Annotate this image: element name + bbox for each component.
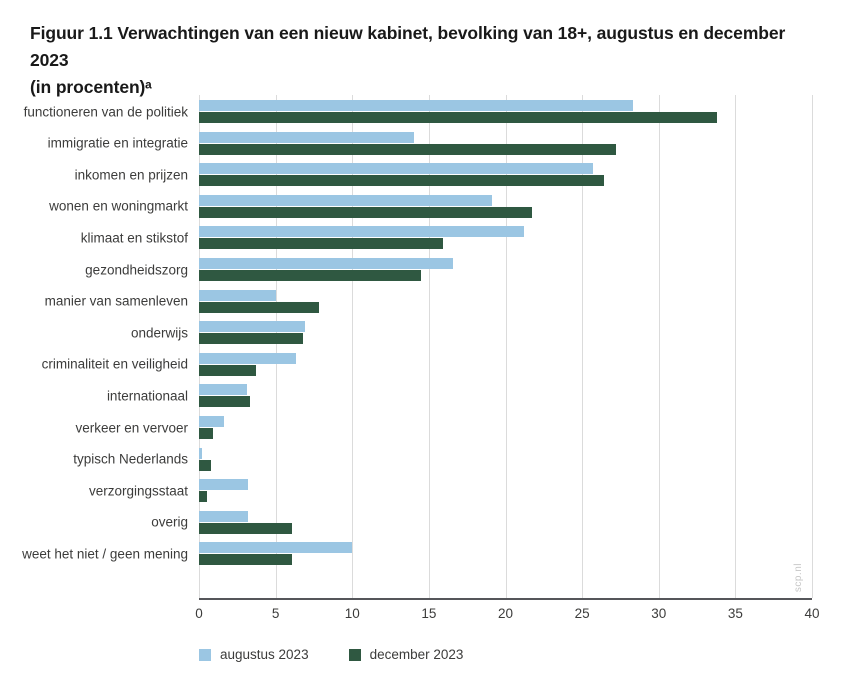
bar-augustus — [199, 384, 247, 395]
x-tick-label: 10 — [344, 606, 360, 621]
category-label: criminaliteit en veiligheid — [41, 356, 188, 372]
bar-december — [199, 207, 532, 218]
bar-december — [199, 396, 250, 407]
bar-group — [73, 448, 812, 471]
x-tick-label: 25 — [574, 606, 590, 621]
bar-augustus — [199, 226, 524, 237]
x-tick-label: 40 — [804, 606, 820, 621]
category-label: gezondheidszorg — [85, 262, 188, 277]
legend-label: december 2023 — [369, 647, 464, 662]
bar-augustus — [199, 163, 593, 174]
legend-swatch-augustus — [199, 649, 211, 661]
category-label: onderwijs — [130, 325, 188, 341]
category-label: internationaal — [106, 388, 188, 404]
x-tick-label: 30 — [651, 606, 667, 621]
plot-area — [22, 95, 812, 600]
bar-december — [199, 144, 616, 155]
chart-legend — [199, 647, 463, 662]
bar-group — [85, 258, 812, 281]
bar-december — [199, 365, 256, 376]
bar-december — [199, 270, 421, 281]
x-tick-label: 35 — [727, 606, 743, 621]
figure-title — [30, 20, 820, 101]
bar-augustus — [199, 290, 276, 301]
category-label: overig — [151, 514, 188, 530]
bar-augustus — [199, 132, 414, 143]
category-label: weet het niet / geen mening — [22, 546, 188, 562]
bar-augustus — [199, 479, 248, 490]
x-tick-label: 15 — [421, 606, 437, 621]
bar-group — [106, 384, 812, 407]
bar-group — [80, 226, 812, 249]
category-label: klimaat en stikstof — [80, 230, 188, 246]
category-label: typisch Nederlands — [73, 451, 188, 467]
bar-group — [74, 163, 812, 186]
bar-december — [199, 491, 207, 502]
bar-group — [41, 353, 812, 376]
bar-augustus — [199, 353, 296, 364]
category-label: verzorgingsstaat — [88, 483, 188, 499]
bar-december — [199, 238, 443, 249]
bar-augustus — [199, 195, 492, 206]
figure-title-line1: Figuur 1.1 Verwachtingen van een nieuw kabinet, bevolking van 18+, augustus en december 2023 — [30, 23, 786, 70]
category-label: wonen en woningmarkt — [49, 198, 188, 214]
figure-title-line2: (in procenten)ᵃ — [30, 77, 152, 97]
legend-label: augustus 2023 — [220, 647, 309, 662]
category-label: inkomen en prijzen — [74, 167, 188, 183]
bar-augustus — [199, 511, 248, 522]
legend-swatch-december — [349, 649, 361, 661]
watermark-scp: scp.nl — [793, 562, 804, 592]
bar-december — [199, 428, 213, 439]
bar-group — [23, 100, 812, 123]
bar-group — [44, 290, 812, 313]
bar-december — [199, 302, 319, 313]
category-label: verkeer en vervoer — [75, 420, 188, 435]
legend-item-augustus — [199, 647, 309, 662]
bar-december — [199, 333, 303, 344]
bar-augustus — [199, 448, 202, 459]
bar-group — [130, 321, 812, 344]
bar-group — [75, 416, 812, 439]
bar-group — [47, 132, 812, 155]
bar-augustus — [199, 321, 305, 332]
category-label: manier van samenleven — [44, 293, 188, 309]
bar-december — [199, 112, 717, 123]
bar-augustus — [199, 258, 453, 269]
bar-december — [199, 175, 604, 186]
bar-group — [49, 195, 812, 218]
x-tick-label: 5 — [271, 606, 280, 621]
legend-item-december — [349, 647, 464, 662]
bar-augustus — [199, 542, 352, 553]
bar-chart — [0, 95, 845, 621]
bar-group — [22, 542, 812, 565]
x-tick-label: 20 — [497, 606, 514, 621]
bar-group — [88, 479, 812, 502]
bar-december — [199, 523, 292, 534]
bar-augustus — [199, 416, 224, 427]
category-label: functioneren van de politiek — [23, 104, 188, 119]
gridline-x-40 — [812, 95, 813, 598]
x-tick-label: 0 — [195, 606, 203, 621]
bar-group — [151, 511, 812, 534]
bar-augustus — [199, 100, 633, 111]
category-label: immigratie en integratie — [47, 135, 188, 151]
bar-december — [199, 554, 292, 565]
bar-december — [199, 460, 211, 471]
